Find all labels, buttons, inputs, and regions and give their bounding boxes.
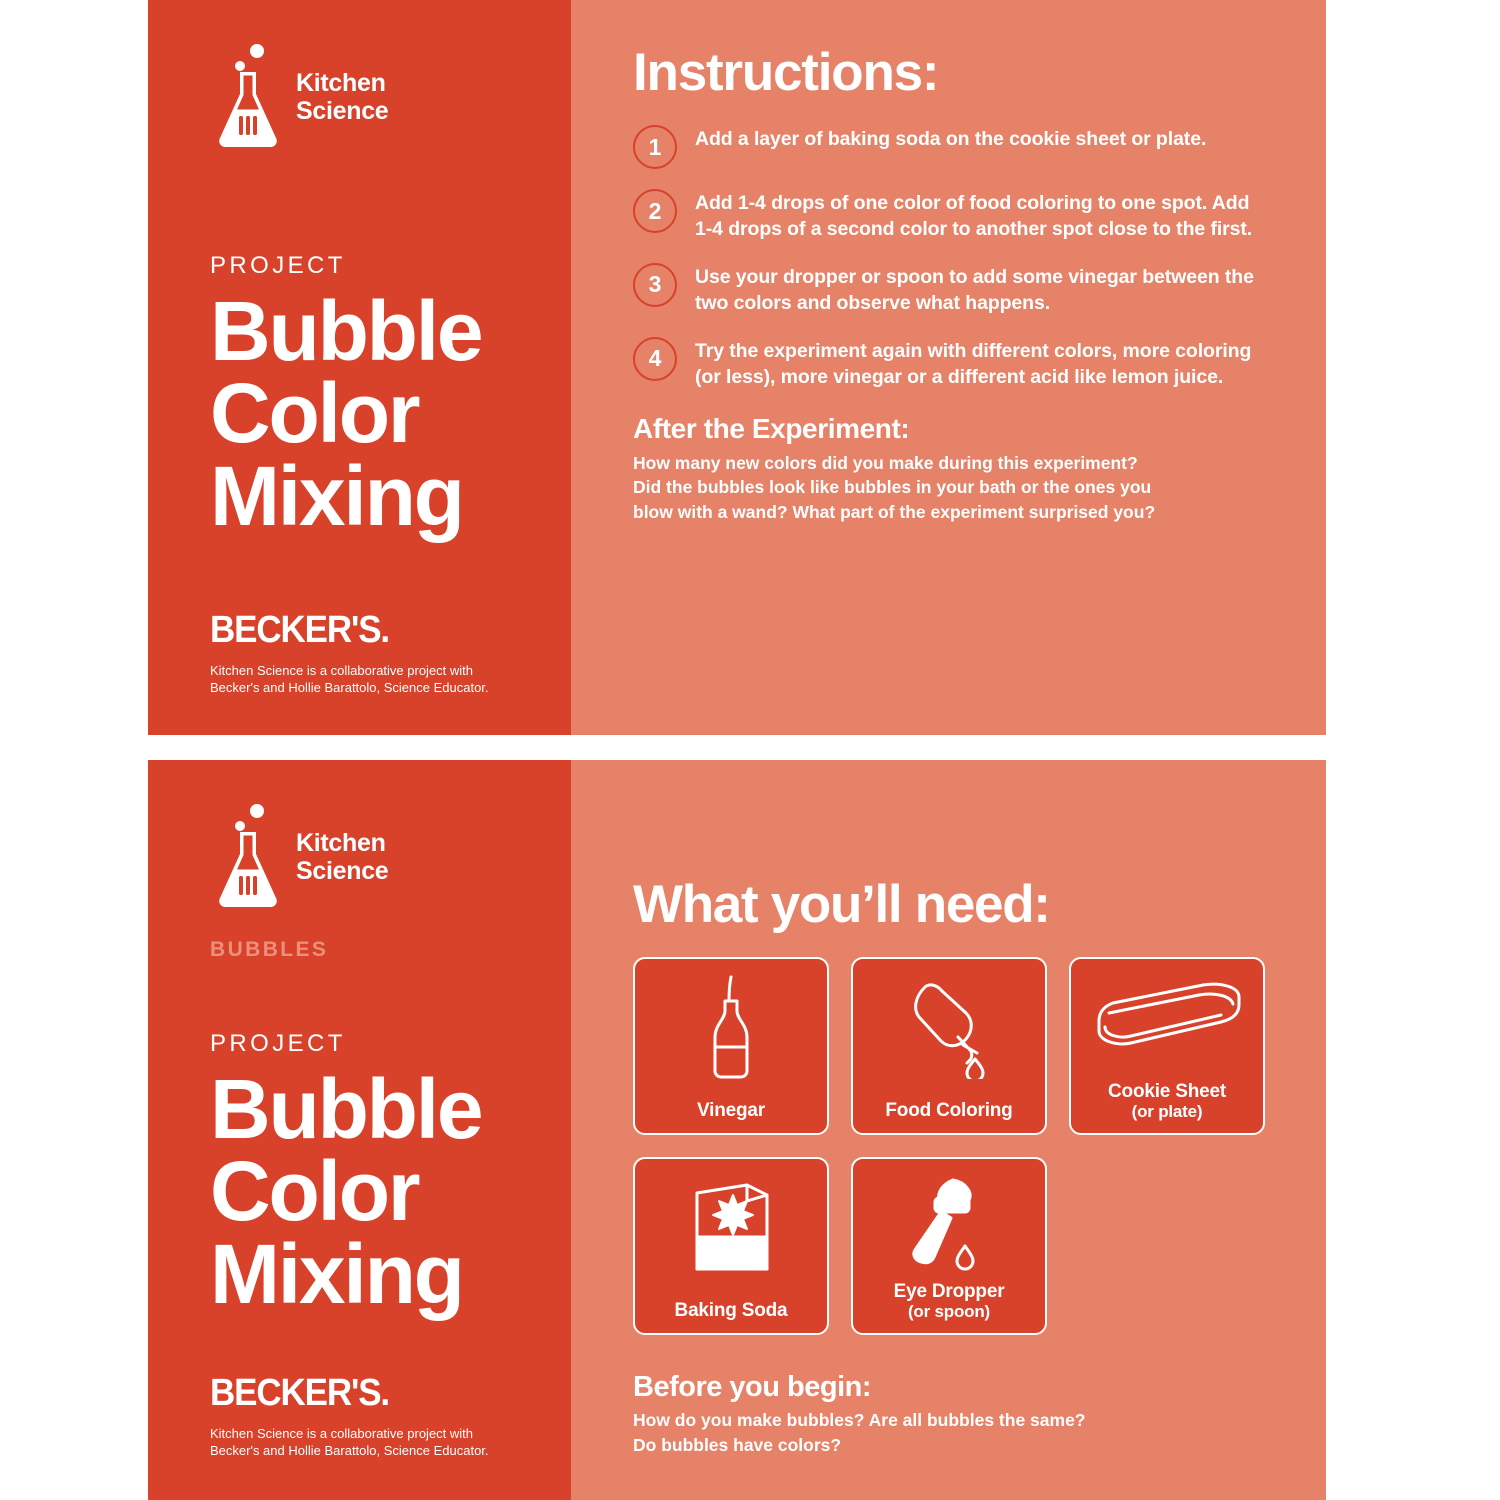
- credit-text: [210, 662, 489, 697]
- instructions-card: [148, 0, 1326, 735]
- material-tile-baking-soda: [633, 1157, 829, 1335]
- tile-label-sub: (or plate): [1131, 1101, 1203, 1121]
- tile-label: [894, 1281, 1005, 1321]
- step-text: Use your dropper or spoon to add some vinegar between the two colors and observe what happens.: [695, 265, 1254, 314]
- flask-icon: [210, 42, 282, 152]
- beckers-dot: .: [380, 1371, 390, 1414]
- title-line-3: Mixing: [210, 448, 463, 543]
- before-line-2: Do bubbles have colors?: [633, 1434, 842, 1455]
- step-text: Add 1-4 drops of one color of food coloring to one spot. Add 1-4 drops of a second color to another spot close to the first.: [695, 192, 1253, 240]
- title-line-3: Mixing: [210, 1226, 463, 1321]
- step-number: 1: [633, 125, 677, 169]
- baking-soda-box-icon: [635, 1171, 827, 1283]
- tile-label: [885, 1100, 1012, 1121]
- food-coloring-bottle-icon: [853, 971, 1045, 1083]
- material-tile-cookie-sheet: [1069, 957, 1265, 1135]
- logo-line-2: Science: [296, 97, 389, 125]
- tile-label-main: Eye Dropper: [893, 1280, 1005, 1302]
- beckers-brand-block: [210, 609, 489, 697]
- beckers-wordmark: BECKER'S: [210, 1371, 381, 1414]
- tile-label-main: Cookie Sheet: [1108, 1080, 1226, 1102]
- tile-label-main: Food Coloring: [885, 1099, 1013, 1121]
- instruction-step: [633, 339, 1270, 391]
- project-label: PROJECT: [210, 252, 346, 279]
- page-title: [210, 1062, 509, 1321]
- beckers-wordmark: BECKER'S: [210, 608, 381, 651]
- title-line-1: Bubble: [210, 1062, 482, 1156]
- flask-icon: [210, 802, 282, 912]
- instruction-step: [633, 265, 1270, 317]
- credit-line-1: Kitchen Science is a collaborative project with: [210, 662, 474, 678]
- materials-tile-grid: [633, 957, 1270, 1335]
- after-line-2: Did the bubbles look like bubbles in your bath or the ones you: [633, 477, 1152, 498]
- title-line-2: Color: [210, 1144, 419, 1239]
- credit-line-1: Kitchen Science is a collaborative project with: [210, 1425, 474, 1441]
- tile-label: [1108, 1081, 1226, 1121]
- materials-heading: What you’ll need:: [633, 875, 1050, 934]
- after-experiment-text: [633, 451, 1233, 526]
- page-title: [210, 284, 509, 543]
- instruction-step: [633, 127, 1270, 169]
- beckers-dot: .: [380, 608, 390, 651]
- eye-dropper-icon: [853, 1171, 1045, 1283]
- materials-card: [148, 760, 1326, 1500]
- step-text: Try the experiment again with different colors, more coloring (or less), more vinegar or a different acid like lemon juice.: [695, 339, 1252, 388]
- tile-label: [697, 1100, 765, 1121]
- card-right-panel: [571, 760, 1326, 1500]
- before-line-1: How do you make bubbles? Are all bubbles the same?: [633, 1410, 1086, 1430]
- material-tile-eye-dropper: [851, 1157, 1047, 1335]
- tile-label-main: Baking Soda: [674, 1299, 788, 1321]
- tile-label-sub: (or spoon): [907, 1301, 991, 1321]
- step-text: Add a layer of baking soda on the cookie sheet or plate.: [695, 128, 1207, 150]
- logo-wordmark: [296, 829, 388, 885]
- card-left-panel: [148, 760, 571, 1500]
- instruction-step: [633, 191, 1270, 243]
- instructions-heading: Instructions:: [633, 43, 939, 102]
- step-number: 4: [633, 337, 677, 381]
- tile-label-main: Vinegar: [697, 1099, 765, 1121]
- after-line-3: blow with a wand? What part of the experiment surprised you?: [633, 502, 1156, 523]
- material-tile-food-coloring: [851, 957, 1047, 1135]
- material-tile-vinegar: [633, 957, 829, 1135]
- card-left-panel: [148, 0, 571, 735]
- tile-label: [675, 1300, 788, 1321]
- after-line-1: How many new colors did you make during this experiment?: [633, 452, 1138, 473]
- step-number: 2: [633, 189, 677, 233]
- logo-wordmark: [296, 69, 388, 125]
- topic-tag: BUBBLES: [210, 938, 329, 961]
- beckers-brand-block: [210, 1372, 489, 1460]
- kitchen-science-logo: [210, 760, 509, 912]
- logo-line-1: Kitchen: [296, 829, 386, 857]
- instruction-steps: [633, 127, 1270, 391]
- credit-line-2: Becker's and Hollie Barattolo, Science Educator.: [210, 680, 489, 696]
- logo-line-1: Kitchen: [296, 69, 386, 97]
- vinegar-bottle-icon: [635, 971, 827, 1083]
- card-right-panel: [571, 0, 1326, 735]
- title-line-1: Bubble: [210, 284, 482, 378]
- credit-line-2: Becker's and Hollie Barattolo, Science Educator.: [210, 1443, 489, 1459]
- step-number: 3: [633, 263, 677, 307]
- before-you-begin-heading: Before you begin:: [633, 1371, 872, 1403]
- title-line-2: Color: [210, 366, 419, 461]
- cookie-sheet-icon: [1071, 975, 1263, 1071]
- project-label: PROJECT: [210, 1030, 346, 1057]
- logo-line-2: Science: [296, 857, 389, 885]
- kitchen-science-logo: [210, 0, 509, 152]
- before-you-begin-text: [633, 1408, 1270, 1458]
- credit-text: [210, 1425, 489, 1460]
- beckers-logo: [210, 609, 466, 652]
- beckers-logo: [210, 1372, 466, 1415]
- after-experiment-heading: After the Experiment:: [633, 412, 910, 444]
